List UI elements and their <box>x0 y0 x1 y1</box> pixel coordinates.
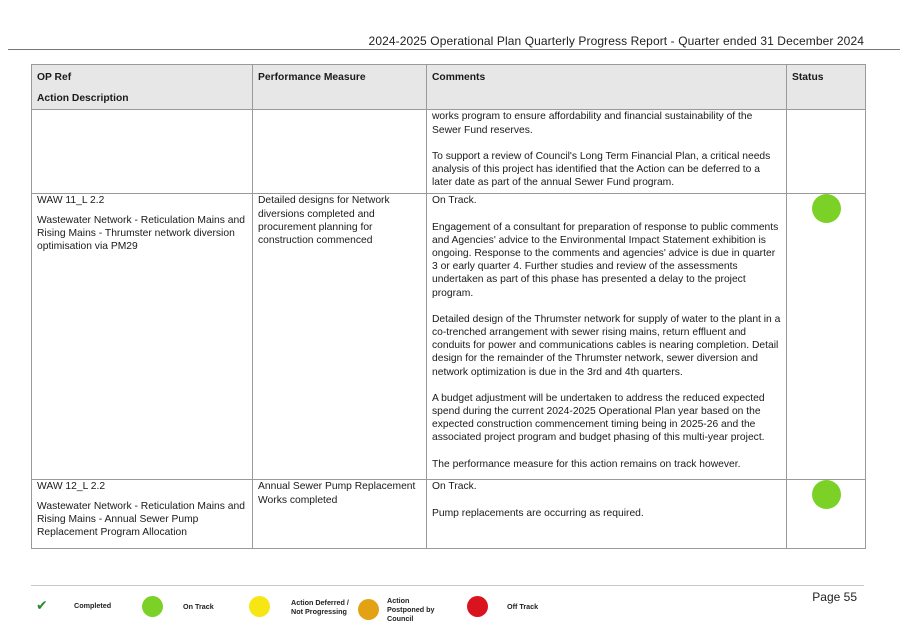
op-ref-cell <box>32 194 253 480</box>
postponed-circle-icon <box>358 599 379 620</box>
table-row <box>32 480 866 549</box>
op-ref-cell <box>32 480 253 549</box>
op-ref-code: WAW 12_L 2.2 <box>37 481 106 493</box>
off-track-circle-icon <box>467 596 488 617</box>
report-title: 2024-2025 Operational Plan Quarterly Progress Report - Quarter ended 31 December 2024 <box>368 34 864 48</box>
legend-label: On Track <box>183 602 214 611</box>
header-divider <box>8 49 900 50</box>
status-legend <box>36 593 596 623</box>
status-cell <box>787 194 866 480</box>
legend-label: Completed <box>74 601 112 610</box>
comment-paragraph: On Track. <box>432 195 477 207</box>
comment-paragraph: On Track. <box>432 481 477 493</box>
comment-paragraph: Detailed design of the Thrumster network for supply of water to the plant in a co-trenched arrangement with sewer rising mains, return effluent and conduits for power and communications cables is nearing completion. Detail design for the remainder of the Thrumster network, sewer diversion and network optimization is due in the 3rd and 4th quarters. <box>432 313 781 378</box>
column-header-op-ref <box>32 65 253 110</box>
legend-label: Off Track <box>507 602 539 611</box>
op-ref-header-label: OP Ref <box>37 72 72 83</box>
comment-paragraph: Pump replacements are occurring as required. <box>432 507 644 519</box>
progress-table <box>31 64 866 549</box>
legend-item-on-track <box>142 596 214 617</box>
legend-label: Action Deferred / Not Progressing <box>291 597 349 616</box>
status-cell <box>787 110 866 194</box>
table-row <box>32 110 866 194</box>
action-description: Wastewater Network - Reticulation Mains and Rising Mains - Thrumster network diversion optimisation via PM29 <box>37 214 245 253</box>
column-header-status: Status <box>787 65 866 110</box>
on-track-circle-icon <box>142 596 163 617</box>
deferred-circle-icon <box>249 596 270 617</box>
action-description: Wastewater Network - Reticulation Mains and Rising Mains - Annual Sewer Pump Replacement Program Allocation <box>37 500 245 539</box>
comment-paragraph: To support a review of Council's Long Term Financial Plan, a critical needs analysis of this project has identified that the Action can be deferred to a later date as part of the annual Sewer Fund program. <box>432 150 771 189</box>
legend-item-deferred <box>249 596 355 617</box>
comments-cell <box>427 110 787 194</box>
page-number: Page 55 <box>812 590 857 604</box>
action-description-header-label: Action Description <box>37 93 129 105</box>
column-header-comments: Comments <box>427 65 787 110</box>
comment-paragraph: Engagement of a consultant for preparation of response to public comments and Agencies' advice to the Environmental Impact Statement exhibition is ongoing. Response to the comments and agencies' advice is due in quarter 3 or early quarter 4. Further studies and review of the assessments undertaken as part of this phase has presented a delay to the project program. <box>432 221 779 299</box>
legend-label: Action Postponed by Council <box>387 596 435 623</box>
status-cell <box>787 480 866 549</box>
status-on-track-icon <box>812 480 841 509</box>
check-icon: ✔ <box>36 597 48 613</box>
comment-paragraph: A budget adjustment will be undertaken to address the reduced expected spend during the current 2024-2025 Operational Plan year based on the expected construction commencement timing being in 2025-26 and the associated project program and budget phasing of this multi-year project. <box>432 392 765 444</box>
comment-paragraph: works program to ensure affordability and financial sustainability of the Sewer Fund reserves. <box>432 111 753 136</box>
performance-measure-cell <box>253 110 427 194</box>
performance-measure: Annual Sewer Pump Replacement Works completed <box>258 481 416 506</box>
comments-cell <box>427 194 787 480</box>
legend-item-completed <box>36 597 112 613</box>
table-header-row <box>32 65 866 110</box>
comment-paragraph: The performance measure for this action remains on track however. <box>432 458 741 470</box>
legend-item-postponed <box>358 596 443 623</box>
op-ref-code: WAW 11_L 2.2 <box>37 195 105 207</box>
status-on-track-icon <box>812 194 841 223</box>
performance-measure: Detailed designs for Network diversions completed and procurement planning for construction commenced <box>258 195 390 247</box>
column-header-performance-measure: Performance Measure <box>253 65 427 110</box>
op-ref-cell <box>32 110 253 194</box>
performance-measure-cell <box>253 480 427 549</box>
footer-divider <box>31 585 864 586</box>
performance-measure-cell <box>253 194 427 480</box>
legend-item-off-track <box>467 596 538 617</box>
table-row <box>32 194 866 480</box>
comments-cell <box>427 480 787 549</box>
